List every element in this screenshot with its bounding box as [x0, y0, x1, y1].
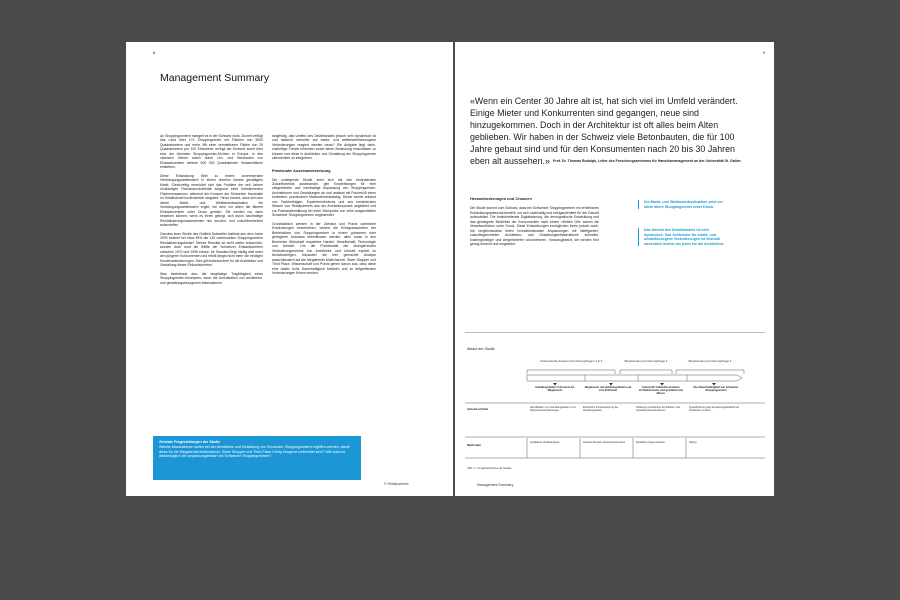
task-4: Quantifizierung des Anpassungsbedarfs bei Schweizer Centern [689, 406, 740, 413]
diagram-caption: Abb. 1: Vorgehensschema Studie [467, 466, 512, 470]
page-number-right: 9 [763, 50, 766, 55]
side-note-1: Die Markt- und Wettbewerbssituation setzt vor allem ältere Shoppingcenter unter Druck. [638, 200, 729, 209]
step-3: Futures45: Zukunftsorientierte architektonische und gestalterische Massn. [638, 386, 684, 396]
page-number-left: 8 [153, 50, 156, 55]
quote-source: Prof. Dr. Thomas Rudolph, Leiter des Forschungszentrums für Handelsmanagement an der Universität St. Gallen [553, 159, 741, 163]
section-heading: Herausforderungen und Chancen [470, 196, 532, 201]
method-2: Literatur-Review, Experteninterviews [583, 441, 626, 444]
paragraph: Gemäss einer Studie des Gottlieb Duttweiler Instituts aus dem Jahre 2009 besteht bei etwa 45% der 115 untersuchten Shoppingcentern Revitalisierungsbedarf. Dieses Resultat ist nicht weiter erstaunlich, wurden doch rund die Hälfte der Schweizer Einkaufscentren zwischen 1970 und 1995 erbaut. Ihr Standard liegt häufig weit unter den jüngerer Konkurrenten und erfüllt längst nicht mehr die heutigen Kundenanforderungen. Dies gilt insbesondere für die Architektur und Gestaltung dieser Einkaufscentren. [160, 231, 263, 268]
task-1: Identifikation von Handlungsfeldern und Relevanzeinschätzungen [530, 406, 576, 413]
section-heading: Praxisnahe Auseinandersetzung [272, 169, 331, 174]
task-2: Erhebliche Konkretisierung der Handlungsfelder [583, 406, 619, 413]
paragraph: langfristig, das Umfeld des Detailhandels jedoch sehr dynamisch ist und dadurch schneller auf markt- und wettbewerbsbezogene Veränderungen reagiert werden muss? Die Aufgabe liegt darin, zukünftige Trends erkennen sowie deren Bedeutung einschätzen zu können und diese in Architektur und Gestaltung der Shoppingcenter zielorientiert zu integrieren. [272, 134, 376, 161]
diagram-label: Ablauf der Studie [467, 347, 495, 351]
side-note-2: Das Umfeld des Detailhandels ist sehr dynamisch. Das Zeitfenster für markt- und umweltbezogene Veränderungen ist deshalb wesentlich kleiner als jenes für die Architektur. [638, 228, 729, 246]
step-2: Megatrends mit Handlungsfeldern auf zum Prüfstand [584, 386, 632, 393]
method-1: Qualitative Inhaltsanalyse [530, 441, 560, 444]
method-4: Rating [689, 441, 697, 444]
paragraph: Diese Entwicklung führt zu einem zunehmenden Verdrängungswettbewerb in einem ohnehin bereits gesättigten Markt. Gleichzeitig verschärft sich das Problem der seit Jahren rückläufigen Flächenproduktivität aufgrund einer fortwährenden Flächenexpansion, während der Konsum der Schweizer Haushalte im Detailhandel kontinuierlich stagniert. Hinzu kommt, dass sich aus dieser Markt- und Wettbewerbssituation ein Verdrängungswettbewerb ergibt, bei dem vor allem die älteren Einkaufscentren unter Druck geraten. Sie werden nur dann bestehen können, wenn es ihnen gelingt, sich durch nachhaltige Revitalisierungsmassnahmen neu kunden- und zukunftsorientiert aufzustellen. [160, 174, 263, 227]
paragraph: Grundsätzlich werden in der Literatur und Praxis zahlreiche Entwicklungen beschrieben, welche die Erfolgsaussichten der Betriebsform von Shoppingcentern in einem grösseren oder geringeren Ausmass beeinflussen werden, allen voran in den Bereichen Wirtschaft respektive Handel, Gesellschaft, Technologie und Umwelt. Um die Problematik der divergierenden Veränderungsströme von Architektur und Umwelt explizit zu berücksichtigen, fokussiert die hier gemachte Analyse ausschliesslich auf die Megatrends Multichannel, Silver Shopper und Third Place. Wissenschaft und Praxis gehen davon aus, dass diese eine relativ hohe Dauerhaftigkeit besitzen und zu tiefgreifenden Veränderungen führen werden. [272, 222, 376, 276]
running-footer: Management Summary [477, 483, 514, 487]
text-column-right [470, 197, 599, 247]
left-page [126, 42, 453, 496]
row-label-methods: Methoden [467, 443, 482, 447]
step-1: Handlungsfelder im Kontext der Megatrends [535, 386, 575, 393]
paragraph: An Shoppingcentern mangelt es in der Schweiz nicht. Zurzeit verfügt das Land über 174 Shoppingcenter mit Flächen von 5000 Quadratmetern und mehr. Mit einer vermietbaren Fläche von 29 Quadratmetern pro 100 Einwohner verfügt die Schweiz somit über eine der höchsten Shoppingcenter-Dichten in Europa. In den nächsten Jahren sollen durch Um- und Neubauten von Einkaufscentern weitere 500 000 Quadratmeter Verkaufsfläche entstehen. [160, 134, 263, 170]
right-page [455, 42, 774, 496]
phase-1: Vorbereitende Analysen Forschungsfragen 1 & 4 [539, 359, 603, 363]
row-label-tasks: Arbeitsschritte [467, 407, 489, 411]
text-column-1 [160, 134, 263, 290]
paragraph: Die vorliegende Studie setzt sich mit den bedeutenden Zukunftstrends auseinander, gibt Empfehlungen für eine zielgerichtete und nachhaltige Anpassung von Shoppingcenter-Architekturen und Gestaltungen ab und umfasst mit Futures45 einen konkreten, praxisnahen Massnahmenkatalog. Dieser wurde anhand von Fachbeiträgen, Experteninterviews und aus bestehenden Wissen von Retailpartners aus der Architekturpraxis abgeleitet und zur Potenzialermittlung bei einer Stichprobe von zehn ausgewählten Schweizer Shoppingcentern angewendet. [272, 177, 376, 218]
paragraph: Was beeinflusst also die langfristige Tragfähigkeit eines Shoppingcenter-Konzeptes, wenn die Amortisation von architektur- und gestaltungsbezogenen Massnahmen [160, 271, 263, 285]
phase-2: Beantwortung Forschungsfrage 2 [624, 359, 668, 363]
key-questions-box [153, 436, 361, 480]
box-text: Welche Massnahmen sollen bei der Architektur und Gestaltung von Schweizer Shoppingcentern ergriffen werden, damit diese für die Megatrends Multichannel, Silver Shopper und Third Place Erfolg bringend vorbereitet sind? Wie hoch ist diesbezüglich der Anpassungsbedarf bei Schweizer Shoppingcentern? [159, 445, 350, 458]
box-title: Zentrale Fragestellungen der Studie [159, 440, 221, 444]
text-column-2 [272, 134, 376, 280]
phase-3: Beantwortung Forschungsfrage 3 [688, 359, 732, 363]
page-title: Management Summary [160, 72, 270, 84]
task-3: Ableitung spezifischer Architektur- und Gestaltungsmassnahmen [636, 406, 681, 413]
pull-quote: «Wenn ein Center 30 Jahre alt ist, hat sich viel im Umfeld verändert. Einige Mieter und Konkurrenten sind gegangen, neue sind hinzugekommen. Doch in der Architektur ist oft alles beim Alten geblieben. Wir haben in der Schweiz viele Betonbauten, die für 100 Jahre gebaut sind und für den Konsumenten nach 20 bis 30 Jahren eben alt aussehen.» [470, 96, 738, 166]
step-4: Die Zukunftsfähigkeit von Schweizer Shoppingcentern [693, 386, 739, 393]
method-3: Deduktive Argumentation [636, 441, 665, 444]
paragraph: Die Studie kommt zum Schluss, dass bei Schweizer Shoppingcentern ein erhebliches Entwicklungspotenzial besteht, um sich nachhaltig und erfolgsorientiert für die Zukunft aufzustellen. Die fortschreitende Digitalisierung, die demografische Entwicklung und das gesteigerte Bedürfnis der Konsumenten nach einem «Dritten Ort» setzen die Verantwortlichen unter Druck. Diese Entwicklungen ermöglichen ihnen jedoch auch, mit vergleichsweise tiefen Investitionskosten Anpassungen mit intelligenten, zukunftsgerichteten Architektur- und Gestaltungsinfrastrukturen schneller, kostengünstiger und zielgerichteter vorzunehmen. Voraussgesetzt, sie werden früh genug erkannt und umgesetzt. [470, 206, 599, 247]
photo-credit: © Retailpartners [384, 482, 409, 486]
